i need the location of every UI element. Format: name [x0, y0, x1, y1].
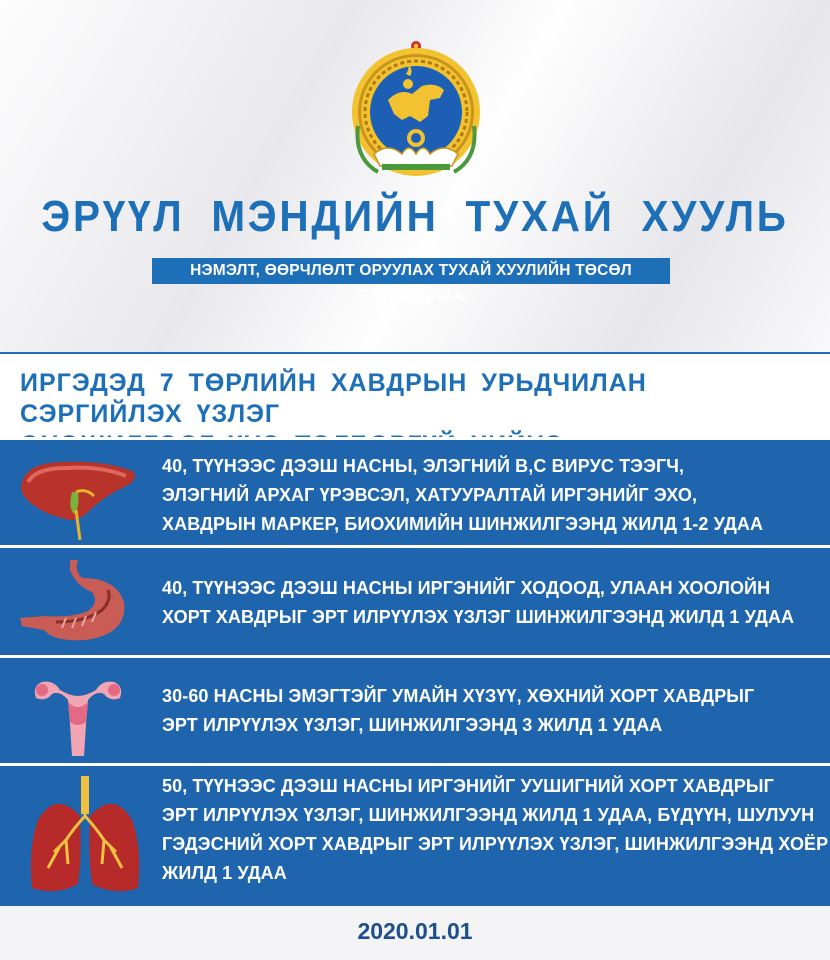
- liver-icon: [14, 452, 142, 540]
- item-text: [162, 574, 794, 632]
- list-item: [0, 763, 830, 906]
- list-item: [0, 437, 830, 548]
- uterus-icon: [28, 672, 128, 756]
- item-line: ХАВДРЫН МАРКЕР, БИОХИМИЙН ШИНЖИЛГЭЭНД ЖИЛД 1-2 УДАА: [162, 514, 764, 534]
- item-line: ЭЛЭГНИЙ АРХАГ ҮРЭВСЭЛ, ХАТУУРАЛТАЙ ИРГЭНИЙГ ЭХО,: [162, 485, 698, 505]
- mongolia-state-emblem: [348, 38, 484, 182]
- lungs-icon: [26, 776, 144, 900]
- item-line: 40, ТҮҮНЭЭС ДЭЭШ НАСНЫ, ЭЛЭГНИЙ В,С ВИРУС ТЭЭГЧ,: [162, 456, 685, 476]
- page-subtitle: НЭМЭЛТ, ӨӨРЧЛӨЛТ ОРУУЛАХ ТУХАЙ ХУУЛИЙН ТӨСӨЛ БАТЛАГДЛАА: [152, 258, 670, 284]
- headline-line: ИРГЭДЭД 7 ТӨРЛИЙН ХАВДРЫН УРЬДЧИЛАН СЭРГИЙЛЭХ ҮЗЛЭГ: [20, 369, 647, 428]
- item-line: ГЭДЭСНИЙ ХОРТ ХАВДРЫГ ЭРТ ИЛРҮҮЛЭХ ҮЗЛЭГ, ШИНЖИЛГЭЭНД ХОЁР: [162, 834, 829, 854]
- item-line: 50, ТҮҮНЭЭС ДЭЭШ НАСНЫ ИРГЭНИЙГ УУШИГНИЙ ХОРТ ХАВДРЫГ: [162, 776, 774, 796]
- item-text: [162, 452, 763, 539]
- item-line: ЭРТ ИЛРҮҮЛЭХ ҮЗЛЭГ, ШИНЖИЛГЭЭНД ЖИЛД 1 УДАА, БҮДҮҮН, ШУЛУУН: [162, 805, 815, 825]
- stomach-icon: [16, 556, 140, 648]
- effective-date: 2020.01.01: [357, 918, 473, 944]
- item-line: ХОРТ ХАВДРЫГ ЭРТ ИЛРҮҮЛЭХ ҮЗЛЭГ ШИНЖИЛГЭЭНД ЖИЛД 1 УДАА: [162, 607, 795, 627]
- headline-banner: [0, 354, 830, 438]
- item-line: 40, ТҮҮНЭЭС ДЭЭШ НАСНЫ ИРГЭНИЙГ ХОДООД, УЛААН ХООЛОЙН: [162, 578, 771, 598]
- page-title: ЭРҮҮЛ МЭНДИЙН ТУХАЙ ХУУЛЬ: [41, 192, 789, 241]
- item-line: ЖИЛД 1 УДАА: [162, 863, 287, 883]
- item-line: ЭРТ ИЛРҮҮЛЭХ ҮЗЛЭГ, ШИНЖИЛГЭЭНД 3 ЖИЛД 1 УДАА: [162, 715, 663, 735]
- list-item: [0, 655, 830, 766]
- item-text: [162, 682, 754, 740]
- item-text: [162, 772, 828, 888]
- item-line: 30-60 НАСНЫ ЭМЭГТЭЙГ УМАЙН ХҮЗҮҮ, ХӨХНИЙ ХОРТ ХАВДРЫГ: [162, 686, 755, 706]
- list-item: [0, 545, 830, 658]
